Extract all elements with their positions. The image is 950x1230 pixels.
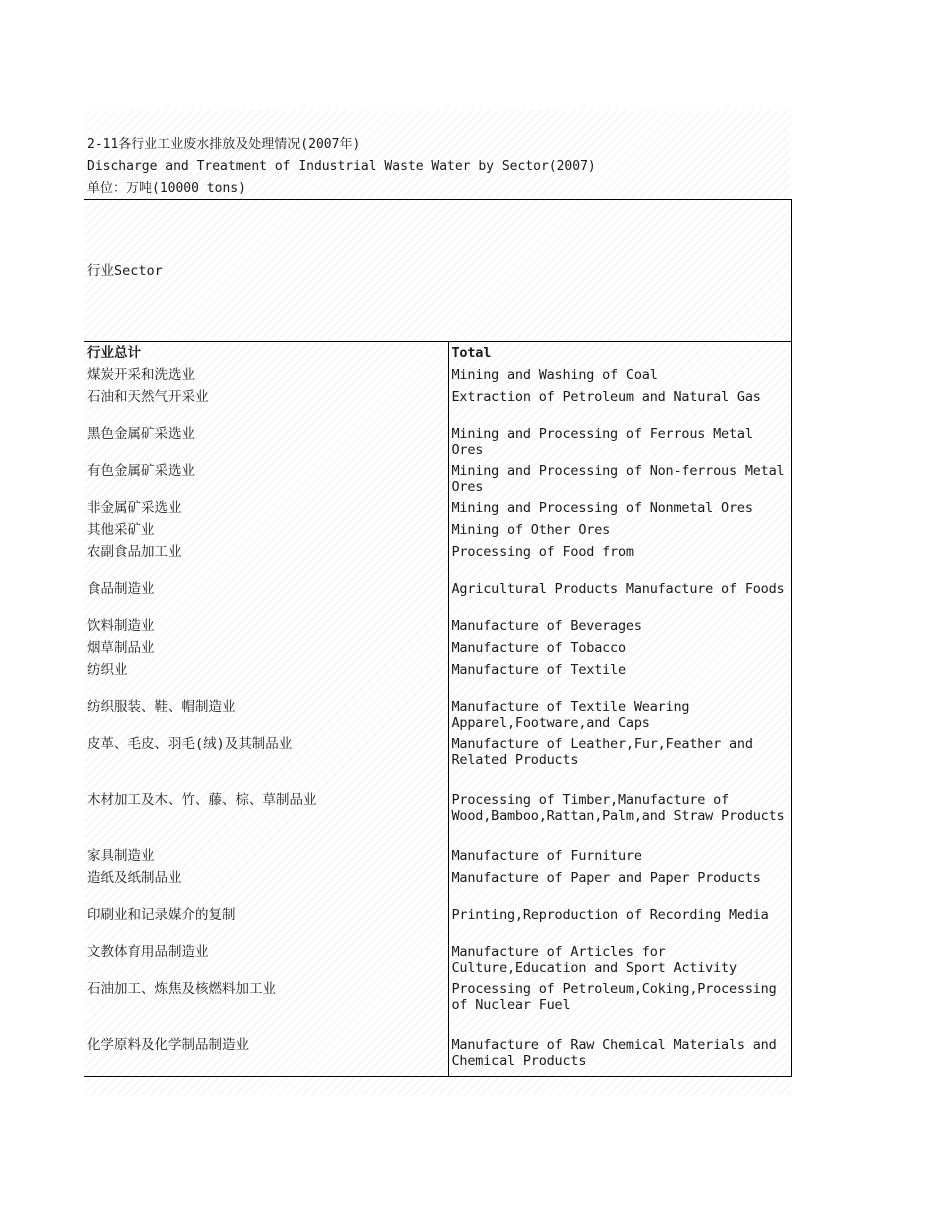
sector-name-cn[interactable]: 皮革、毛皮、羽毛(绒)及其制品业 (84, 733, 448, 789)
table-row (84, 386, 791, 423)
sector-name-en[interactable]: Processing of Petroleum,Coking,Processing of Nuclear Fuel (448, 978, 791, 1034)
sector-name-en[interactable]: Manufacture of Beverages (448, 615, 791, 637)
table-row (84, 615, 791, 637)
title-block (87, 134, 787, 200)
sector-header-cell[interactable] (84, 200, 791, 342)
sector-name-cn[interactable]: 行业总计 (84, 342, 448, 364)
sector-header-label: 行业Sector (87, 262, 163, 279)
sector-table (84, 199, 792, 1077)
table-row (84, 364, 791, 386)
unit-label: 单位：万吨(10000 tons) (87, 181, 246, 196)
sector-name-cn[interactable]: 煤炭开采和洗选业 (84, 364, 448, 386)
table-row (84, 541, 791, 578)
sector-name-cn[interactable]: 黑色金属矿采选业 (84, 423, 448, 460)
title-en: Discharge and Treatment of Industrial Waste Water by Sector(2007) (87, 159, 596, 174)
sector-name-cn[interactable]: 造纸及纸制品业 (84, 867, 448, 904)
table-row (84, 519, 791, 541)
table-row (84, 497, 791, 519)
sector-name-cn[interactable]: 文教体育用品制造业 (84, 941, 448, 978)
table-row (84, 637, 791, 659)
title-cn: 2-11各行业工业废水排放及处理情况(2007年) (87, 137, 361, 152)
table-row (84, 941, 791, 978)
table-row (84, 659, 791, 696)
sector-name-en[interactable]: Mining and Processing of Ferrous Metal Ores (448, 423, 791, 460)
sector-name-cn[interactable]: 石油加工、炼焦及核燃料加工业 (84, 978, 448, 1034)
sector-name-en[interactable]: Manufacture of Paper and Paper Products (448, 867, 791, 904)
table-row (84, 867, 791, 904)
table-row (84, 696, 791, 733)
sector-name-en[interactable]: Mining of Other Ores (448, 519, 791, 541)
sector-name-cn[interactable]: 家具制造业 (84, 845, 448, 867)
table-row (84, 789, 791, 845)
table-row (84, 342, 791, 364)
sector-name-cn[interactable]: 非金属矿采选业 (84, 497, 448, 519)
sector-name-en[interactable]: Printing,Reproduction of Recording Media (448, 904, 791, 941)
sector-name-en[interactable]: Manufacture of Textile Wearing Apparel,Footware,and Caps (448, 696, 791, 733)
table-row (84, 845, 791, 867)
sector-name-en[interactable]: Manufacture of Raw Chemical Materials and Chemical Products (448, 1034, 791, 1077)
sector-name-cn[interactable]: 化学原料及化学制品制造业 (84, 1034, 448, 1077)
sector-name-cn[interactable]: 饮料制造业 (84, 615, 448, 637)
sector-name-cn[interactable]: 其他采矿业 (84, 519, 448, 541)
table-header-row (84, 200, 791, 342)
table-row (84, 423, 791, 460)
sector-name-en[interactable]: Processing of Timber,Manufacture of Wood,Bamboo,Rattan,Palm,and Straw Products (448, 789, 791, 845)
sector-name-en[interactable]: Manufacture of Tobacco (448, 637, 791, 659)
table-row (84, 904, 791, 941)
table-row (84, 578, 791, 615)
table-row (84, 733, 791, 789)
sector-name-en[interactable]: Manufacture of Leather,Fur,Feather and Related Products (448, 733, 791, 789)
sector-name-en[interactable]: Manufacture of Articles for Culture,Education and Sport Activity (448, 941, 791, 978)
table-row (84, 460, 791, 497)
sector-name-en[interactable]: Mining and Washing of Coal (448, 364, 791, 386)
sector-name-en[interactable]: Mining and Processing of Nonmetal Ores (448, 497, 791, 519)
sector-name-cn[interactable]: 食品制造业 (84, 578, 448, 615)
sector-name-en[interactable]: Processing of Food from (448, 541, 791, 578)
sector-name-en[interactable]: Manufacture of Textile (448, 659, 791, 696)
sector-name-en[interactable]: Agricultural Products Manufacture of Foods (448, 578, 791, 615)
sector-name-cn[interactable]: 纺织服装、鞋、帽制造业 (84, 696, 448, 733)
sector-name-cn[interactable]: 有色金属矿采选业 (84, 460, 448, 497)
sector-name-cn[interactable]: 纺织业 (84, 659, 448, 696)
sector-name-cn[interactable]: 木材加工及木、竹、藤、棕、草制品业 (84, 789, 448, 845)
sector-name-en[interactable]: Total (448, 342, 791, 364)
sector-name-cn[interactable]: 农副食品加工业 (84, 541, 448, 578)
sector-name-en[interactable]: Manufacture of Furniture (448, 845, 791, 867)
sector-name-cn[interactable]: 石油和天然气开采业 (84, 386, 448, 423)
table-row (84, 1034, 791, 1077)
sector-name-cn[interactable]: 烟草制品业 (84, 637, 448, 659)
sector-name-cn[interactable]: 印刷业和记录媒介的复制 (84, 904, 448, 941)
sector-name-en[interactable]: Extraction of Petroleum and Natural Gas (448, 386, 791, 423)
sector-name-en[interactable]: Mining and Processing of Non-ferrous Metal Ores (448, 460, 791, 497)
table-row (84, 978, 791, 1034)
